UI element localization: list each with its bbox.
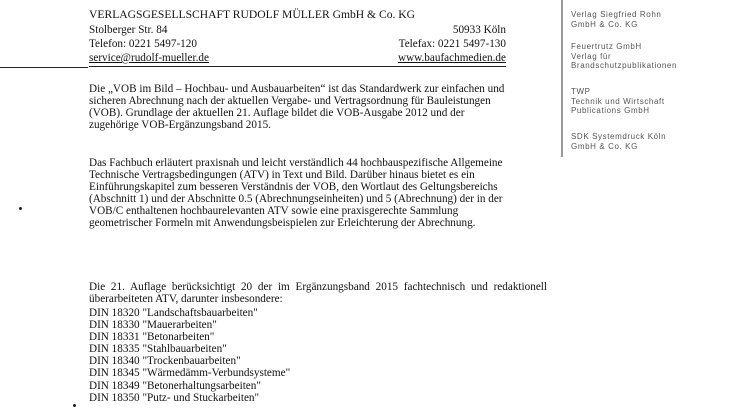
margin-dot xyxy=(73,404,76,407)
list-item: DIN 18340 "Trockenbauarbeiten" xyxy=(89,355,241,368)
email-link[interactable]: service@rudolf-mueller.de xyxy=(89,52,209,64)
margin-dot xyxy=(19,207,22,210)
header-divider xyxy=(89,66,506,67)
street-address: Stolberger Str. 84 xyxy=(89,24,168,36)
sidebar-entry-twp: TWP Technik und Wirtschaft Publications GmbH xyxy=(571,87,665,116)
sidebar-entry-sdk: SDK Systemdruck Köln GmbH & Co. KG xyxy=(571,132,667,151)
list-item: DIN 18331 "Betonarbeiten" xyxy=(89,331,215,344)
list-item: DIN 18320 "Landschaftsbauarbeiten" xyxy=(89,307,258,319)
list-item: DIN 18335 "Stahlbauarbeiten" xyxy=(89,343,227,356)
list-item: DIN 18330 "Mauerarbeiten" xyxy=(89,319,217,332)
sidebar-entry-feuertrutz: Feuertrutz GmbH Verlag für Brandschutzpublikationen xyxy=(571,42,678,71)
publisher-name: VERLAGSGESELLSCHAFT RUDOLF MÜLLER GmbH & Co. KG xyxy=(89,8,416,21)
fax-number: Telefax: 0221 5497-130 xyxy=(398,38,506,50)
left-divider xyxy=(0,67,88,68)
list-item: DIN 18350 "Putz- und Stuckarbeiten" xyxy=(89,391,260,404)
website-link[interactable]: www.baufachmedien.de xyxy=(398,52,506,64)
list-item: DIN 18345 "Wärmedämm-Verbundsysteme" xyxy=(89,367,291,380)
publisher-group-sidebar xyxy=(561,0,743,157)
intro-paragraph: Die „VOB im Bild – Hochbau- und Ausbauarbeiten“ ist das Standardwerk zur einfachen und sicheren Abrechnung nach der aktuellen Vergabe- und Vertragsordnung für Bauleistungen (VOB). Grundlage der aktuellen 21. Auflage bildet die VOB-Ausgabe 2012 und der zugehörige VOB-Ergänzungsband 2015. xyxy=(89,83,505,132)
din-standards-list xyxy=(89,307,290,404)
description-paragraph: Das Fachbuch erläutert praxisnah und leicht verständlich 44 hochbauspezifische Allgemeine Technische Vertragsbedingungen (ATV) in Text und Bild. Darüber hinaus bietet es ein Einführungskapitel zum besseren Verständnis der VOB, den Wortlaut des Geltungsbereichs (Abschnitt 1) und der Abschnitte 0.5 (Abrechnungseinheiten) und 5 (Abrechnung) der in der VOB/C enthaltenen hochbaurelevanten ATV sowie eine praxisgerechte Sammlung geometrischer Formeln mit Anwendungsbeispielen zur Erleichterung der Abrechnung. xyxy=(89,157,503,230)
edition-paragraph: Die 21. Auflage berücksichtigt 20 der im Ergänzungsband 2015 fachtechnisch und redaktionell überarbeiteten ATV, darunter insbesondere: xyxy=(89,281,547,306)
city-address: 50933 Köln xyxy=(452,24,506,36)
phone-number: Telefon: 0221 5497-120 xyxy=(89,38,197,50)
list-item: DIN 18349 "Betonerhaltungsarbeiten" xyxy=(89,379,261,392)
sidebar-entry-rohn: Verlag Siegfried Rohn GmbH & Co. KG xyxy=(571,10,662,29)
